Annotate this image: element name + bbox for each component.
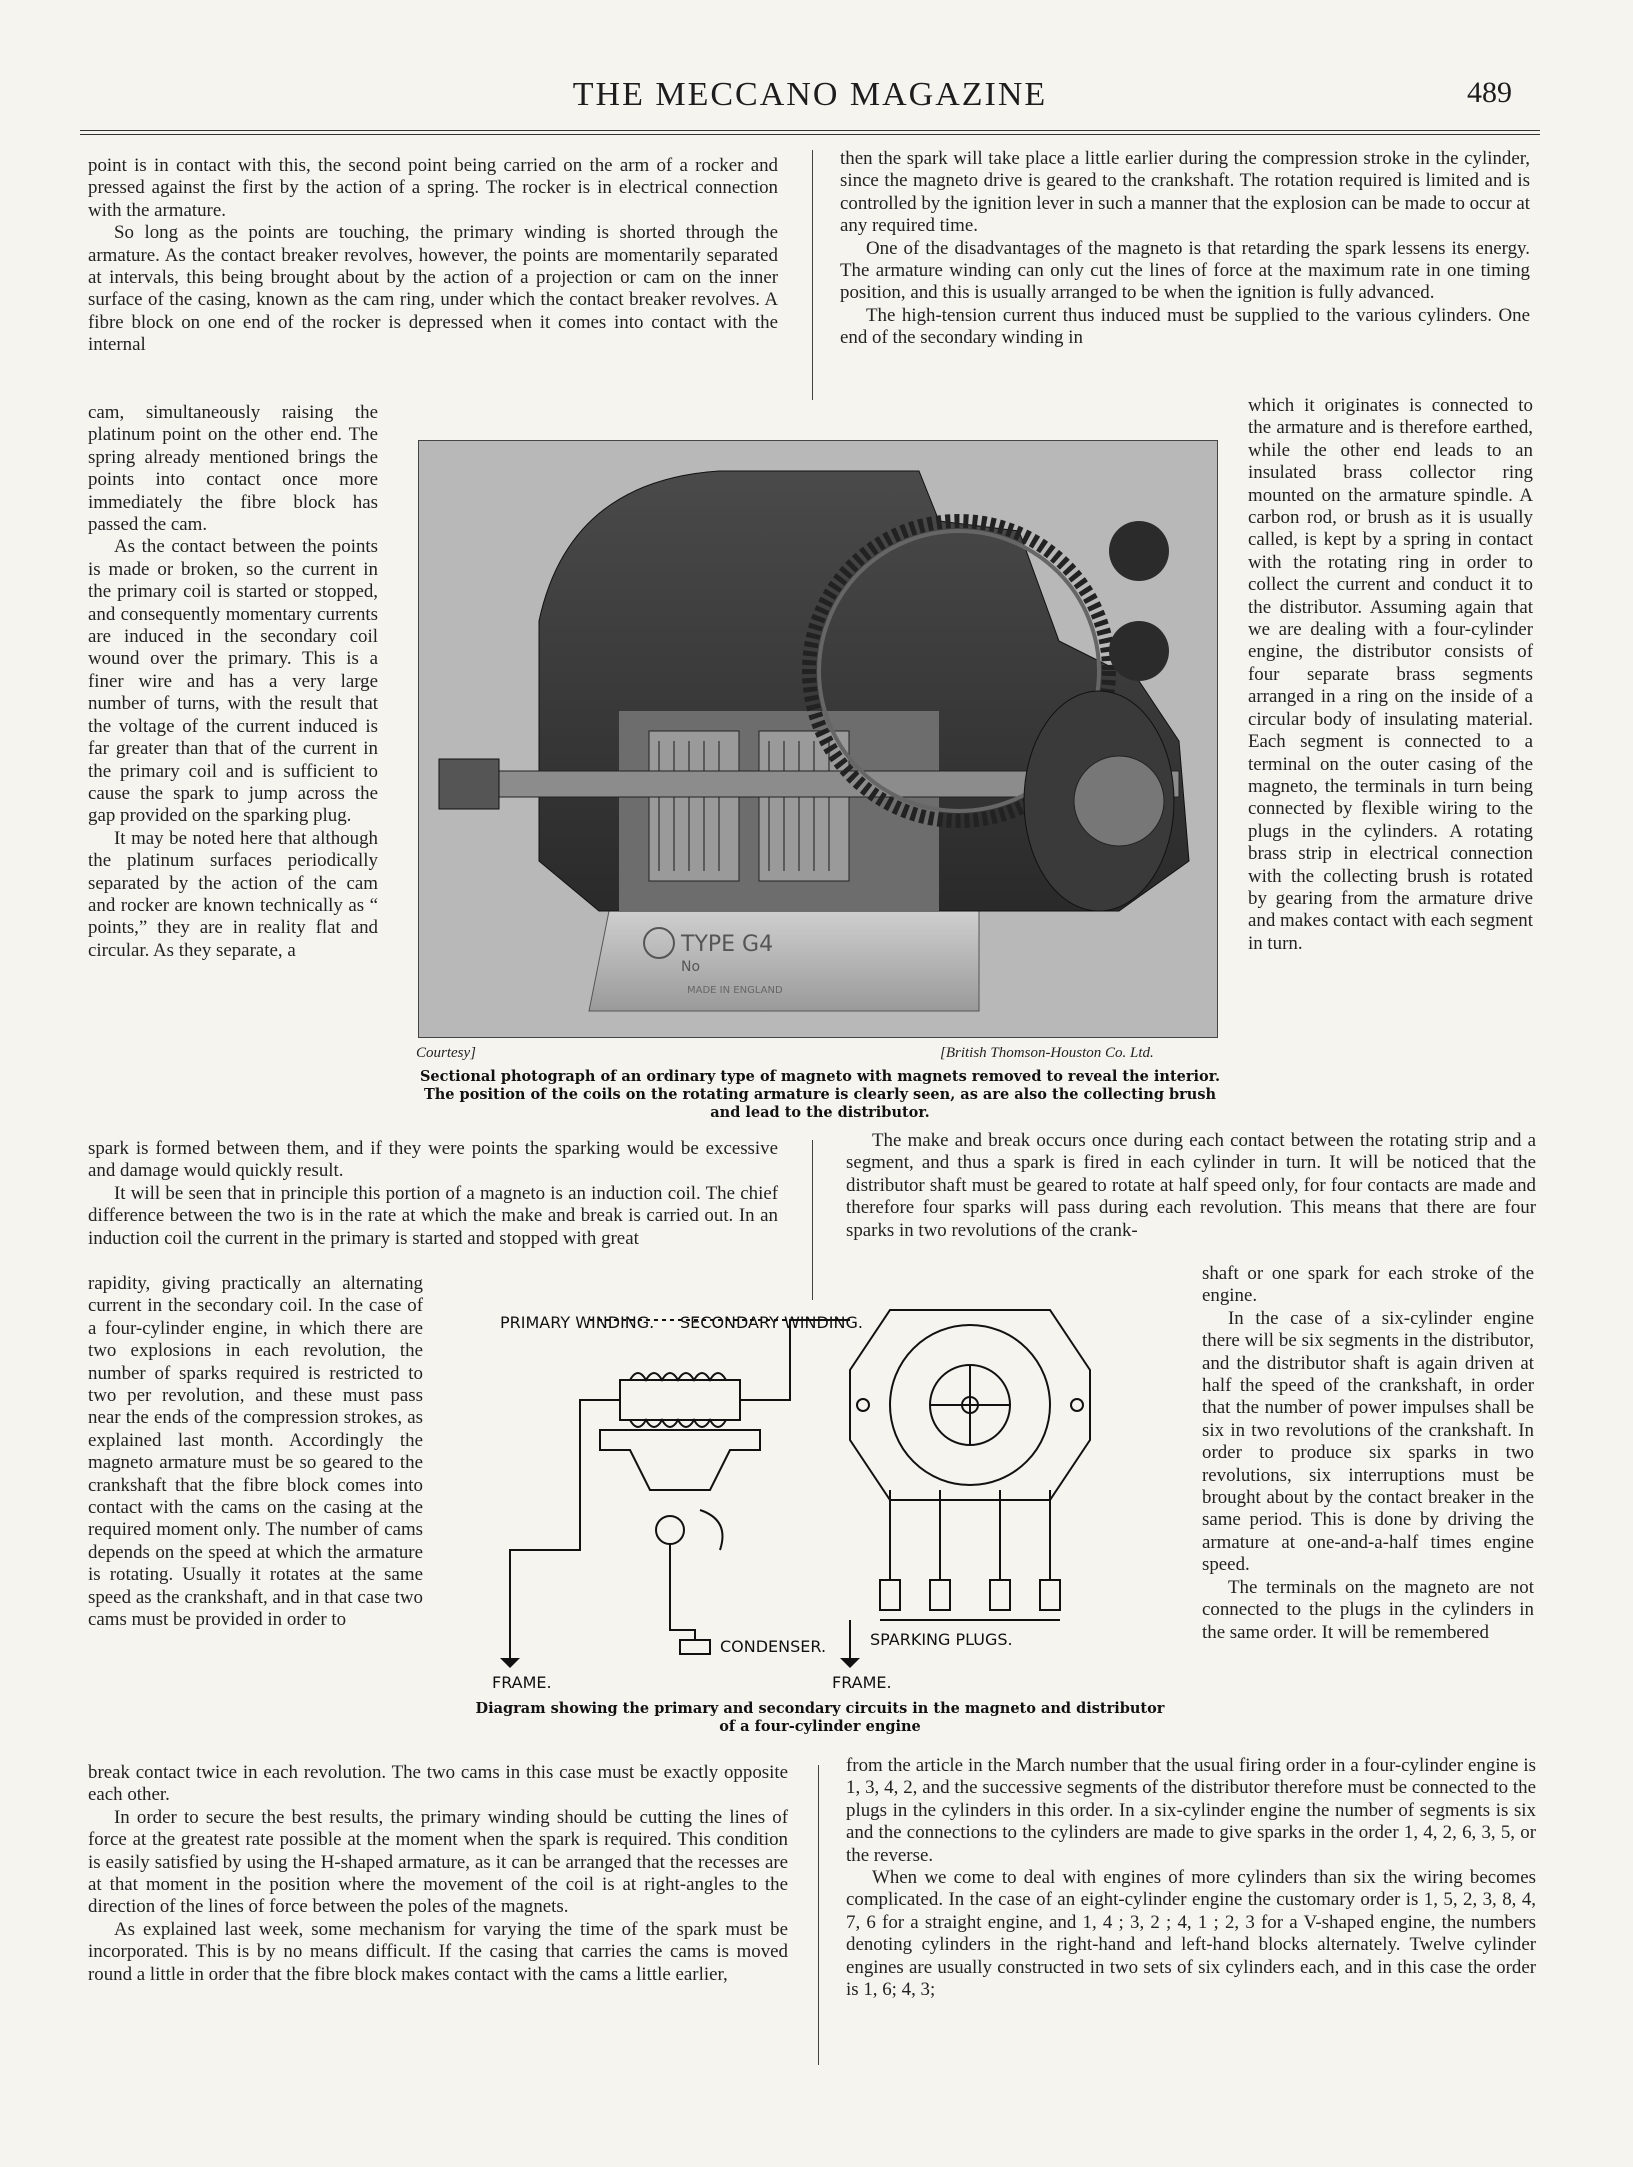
paragraph: shaft or one spark for each stroke of the engine. [1202,1263,1534,1307]
label-sparking-plugs: SPARKING PLUGS. [870,1630,1013,1649]
paragraph: It will be seen that in principle this portion of a magneto is an induction coil. The chief difference between the two is in the rate at which the make and break is carried out. In an induction coil the current in the primary is started and stopped with great [88,1182,778,1249]
paragraph: then the spark will take place a little earlier during the compression stroke in the cylinder, since the magneto drive is geared to the crankshaft. The rotation required is limited and is controlled by the ignition lever in such a manner that the explosion can be made to occur at any required time. [840,148,1530,237]
paragraph: It may be noted here that although the platinum surfaces periodically separated by the action of the cam and rocker are known technically as “ points,” they are in reality flat and circular. As they separate, a [88,827,378,961]
paragraph: break contact twice in each revolution. The two cams in this case must be exactly opposite each other. [88,1762,788,1806]
magneto-sectional-photo [418,440,1218,1038]
paragraph: which it originates is connected to the armature and is therefore earthed, while the other end leads to an insulated brass collector ring mounted on the armature spindle. A carbon rod, or brush as it is usually called, is kept by a spring in contact with the rotating ring in order to collect the current and conduct it to the distributor. Assuming again that we are dealing with a four-cylinder engine, the distributor consists of four separate brass segments arranged in a ring on the inside of a circular body of insulating material. Each segment is connected to a terminal on the outer casing of the magneto, the terminals in turn being connected by flexible wiring to the plugs in the cylinders. A rotating brass strip in electrical connection with the collecting brush is rotated by gearing from the armature drive and makes contact with each segment in turn. [1248,395,1533,954]
right-column-narrow [1248,395,1533,955]
column-divider-top [812,150,813,400]
paragraph: The terminals on the magneto are not connected to the plugs in the cylinders in the same order. It will be remembered [1202,1576,1534,1643]
page-number: 489 [1467,76,1512,109]
paragraph: The high-tension current thus induced must be supplied to the various cylinders. One end of the secondary winding in [840,304,1530,349]
header-rule-top [80,130,1540,131]
label-frame-left: FRAME. [492,1673,552,1690]
left-column-narrow [88,402,378,962]
label-secondary-winding: SECONDARY WINDING. [680,1313,863,1332]
header-rule-bottom [80,134,1540,135]
label-primary-winding: PRIMARY WINDING. [500,1313,655,1332]
left-column-middle [88,1138,778,1250]
paragraph: So long as the points are touching, the primary winding is shorted through the armature. As the contact breaker revolves, however, the points are momentarily separated at intervals, this being brought about by the action of a projection or cam on the inner surface of the casing, known as the cam ring, under which the contact breaker revolves. A fibre block on one end of the rocker is depressed when it comes into contact with the internal [88,222,778,356]
caption-line: of a four-cylinder engine [719,1718,921,1735]
paragraph: One of the disadvantages of the magneto is that retarding the spark lessens its energy. The armature winding can only cut the lines of force at the maximum rate in one timing position, and this is usually arranged to be when the ignition is fully advanced. [840,237,1530,304]
paragraph: point is in contact with this, the second point being carried on the arm of a rocker and pressed against the first by the action of a spring. The rocker is in electrical connection with the armature. [88,155,778,221]
column-divider-middle [812,1140,813,1300]
stamp-made-text: MADE IN ENGLAND [687,985,783,996]
paragraph: As explained last week, some mechanism for varying the time of the spark must be incorporated. This is by no means difficult. If the casing that carries the cams is moved round a little in order that the fibre block makes contact with the cams a little earlier, [88,1918,788,1985]
page-header [80,70,1540,130]
left-column-narrow2 [88,1273,423,1632]
photo-caption [410,1068,1230,1122]
stamp-type-text: TYPE G4 [681,932,774,957]
left-column-top [88,155,778,357]
paragraph: When we come to deal with engines of more cylinders than six the wiring becomes complicated. In the case of an eight-cylinder engine the customary order is 1, 5, 2, 3, 8, 4, 7, 6 for a straight engine, and 1, 4 ; 3, 2 ; 4, 1 ; 2, 3 for a V-shaped engine, the numbers denoting cylinders in the right-hand and left-hand blocks alternately. Twelve cylinder engines are usually constructed in two sets of six cylinders each, and in this case the order is 1, 6; 4, 3; [846,1867,1536,2001]
paragraph: spark is formed between them, and if they were points the sparking would be excessive and damage would quickly result. [88,1138,778,1182]
right-column-narrow2 [1202,1263,1534,1644]
paragraph: rapidity, giving practically an alternating current in the secondary coil. In the case of a four-cylinder engine, in which there are two explosions in each revolution, the number of sparks required is restricted to two per revolution, and these must pass near the ends of the compression strokes, as explained last month. Accordingly the magneto armature must be so geared to the crankshaft that the fibre block comes into contact with the cams on the casing at the required moment only. The number of cams depends on the speed at which the armature is rotating. Usually it rotates at the same speed as the crankshaft, and in that case two cams must be provided in order to [88,1273,423,1631]
magazine-title: THE MECCANO MAGAZINE [572,76,1048,113]
right-column-bottom [846,1755,1536,2001]
label-frame-right: FRAME. [832,1673,892,1690]
paragraph: cam, simultaneously raising the platinum point on the other end. The spring already mentioned brings the points into contact once more immediately the fibre block has passed the cam. [88,402,378,536]
left-column-bottom [88,1762,788,1986]
paragraph: from the article in the March number that the usual firing order in a four-cylinder engine is 1, 3, 4, 2, and the successive segments of the distributor therefore must be connected to the plugs in the cylinders in this order. In a six-cylinder engine the number of segments is six and the connections to the cylinders are made to give sparks in the order 1, 4, 2, 6, 3, 5, or the reverse. [846,1755,1536,1866]
paragraph: In the case of a six-cylinder engine there will be six segments in the distributor, and the distributor shaft is again driven at half the speed of the crankshaft, in order that the number of power impulses shall be six in two revolutions of the crankshaft. In order to produce six sparks in two revolutions, six interruptions must be brought about by the contact breaker in the same period. This is done by driving the armature at one-and-a-half times engine speed. [1202,1307,1534,1576]
caption-line: and lead to the distributor. [710,1104,930,1121]
magneto-illustration [419,441,1218,1038]
stamp-number-text: No [681,959,701,975]
caption-line: Diagram showing the primary and secondary circuits in the magneto and distributor [475,1700,1165,1717]
photo-credit-left: Courtesy] [416,1045,476,1061]
right-column-middle [846,1130,1536,1242]
paragraph: As the contact between the points is made or broken, so the current in the primary coil is started or stopped, and consequently momentary currents are induced in the secondary coil wound over the primary. This is a finer wire and has a very large number of turns, with the result that the voltage of the current induced is far greater than that of the current in the primary coil and is sufficient to cause the spark to jump across the gap provided on the sparking plug. [88,536,378,827]
paragraph: The make and break occurs once during each contact between the rotating strip and a segment, and thus a spark is fired in each cylinder in turn. It will be noticed that the distributor shaft must be geared to rotate at half speed only, for four contacts are made and therefore four sparks will pass during each revolution. This means that there are four sparks in two revolutions of the crank- [846,1130,1536,1241]
label-condenser: CONDENSER. [720,1637,827,1656]
caption-line: Sectional photograph of an ordinary type of magneto with magnets removed to reveal the interior. [419,1068,1221,1085]
paragraph: In order to secure the best results, the primary winding should be cutting the lines of force at the greatest rate possible at the moment when the spark is required. This condition is easily satisfied by using the H-shaped armature, as it can be arranged that the recesses are at that moment in the position where the movement of the coil is at right-angles to the direction of the lines of force between the poles of the magnets. [88,1806,788,1918]
caption-line: The position of the coils on the rotating armature is clearly seen, as are also the collecting brush [423,1086,1217,1103]
column-divider-bottom [818,1765,819,2065]
photo-credit-right: [British Thomson-Houston Co. Ltd. [940,1045,1154,1061]
circuit-diagram [470,1300,1170,1690]
diagram-caption [450,1700,1190,1736]
right-column-top [840,148,1530,350]
